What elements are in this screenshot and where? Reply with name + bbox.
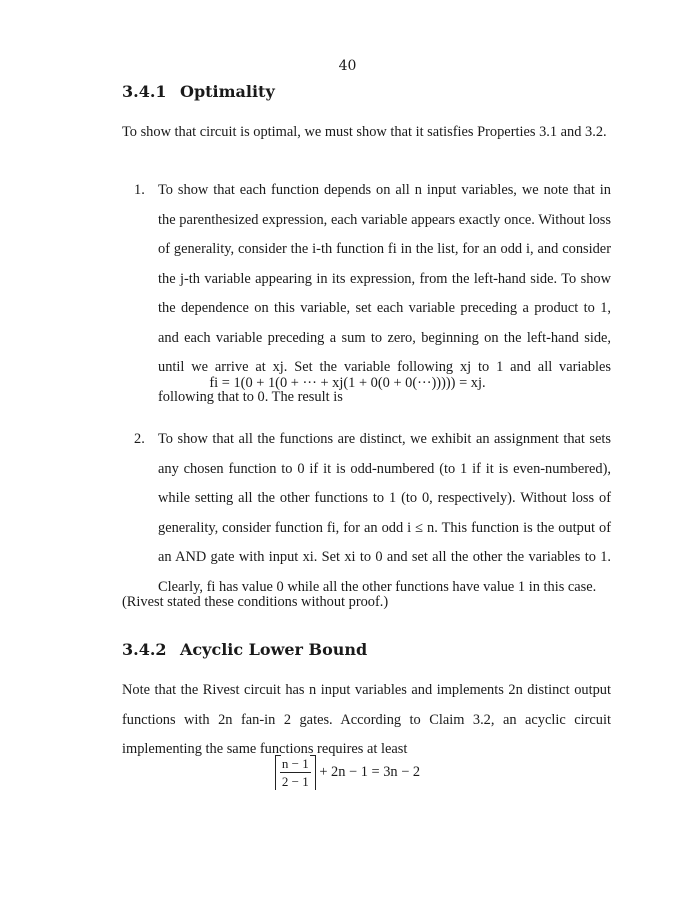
note-paragraph: (Rivest stated these conditions without proof.): [122, 594, 389, 610]
page-number: 40: [338, 58, 357, 74]
acyclic-paragraph: Note that the Rivest circuit has n input variables and implements 2n distinct output functions with 2n fan-in 2 gates. According to Claim 3.2, an acyclic circuit implementing the same functions requires at least: [122, 682, 611, 757]
equation-rest: + 2n − 1 = 3n − 2: [319, 763, 421, 780]
list-item-text: To show that each function depends on all n input variables, we note that in the parenthesized expression, each variable appears exactly once. Without loss of generality, consider the i-th function fi in the list, for an odd i, and consider the j-th variable appearing in its expression, from the left-hand side. To show the dependence on this variable, set each variable preceding a product to 1, and each variable preceding a sum to zero, beginning on the left-hand side, until we arrive at xj. Set the variable following xj to 1 and all variables following that to 0. The result is: [158, 182, 611, 405]
equation-fi: fi = 1(0 + 1(0 + ··· + xj(1 + 0(0 + 0(···))))) = xj.: [209, 375, 486, 391]
list-marker: 2.: [134, 431, 145, 447]
section-heading-optimality: [122, 82, 275, 101]
section-number: 3.4.1: [122, 82, 167, 101]
fraction-numerator: n − 1: [281, 756, 309, 771]
ceiling-bracket: [275, 755, 316, 790]
list-item-text: To show that all the functions are distinct, we exhibit an assignment that sets any chosen function to 0 if it is odd-numbered (to 1 if it is even-numbered), while setting all the other functions to 1 (to 0, respectively). Without loss of generality, consider function fi, for an odd i ≤ n. This function is the output of an AND gate with input xi. Set xi to 0 and set all the other the variables to 1. Clearly, fi has value 0 while all the other functions have value 1 in this case.: [158, 431, 611, 595]
section-title: Optimality: [180, 82, 275, 101]
list-item-2: [134, 425, 611, 602]
section-number: 3.4.2: [122, 640, 167, 659]
equation-lower-bound: [0, 755, 695, 790]
fraction-denominator: 2 − 1: [281, 774, 309, 789]
intro-paragraph: To show that circuit is optimal, we must show that it satisfies Properties 3.1 and 3.2.: [122, 124, 607, 140]
section-heading-acyclic: [122, 640, 367, 659]
section-title: Acyclic Lower Bound: [180, 640, 368, 659]
fraction: [280, 755, 311, 790]
list-marker: 1.: [134, 182, 145, 198]
